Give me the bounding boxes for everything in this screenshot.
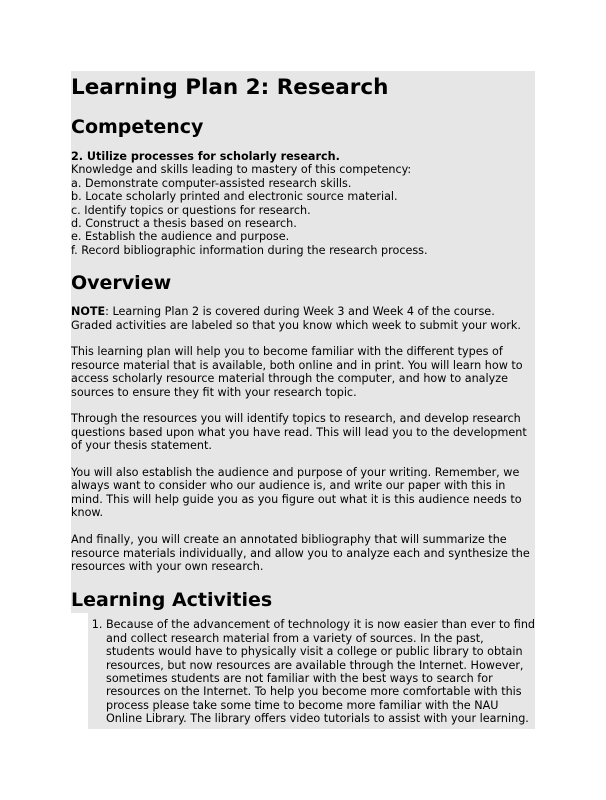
competency-intro: Knowledge and skills leading to mastery of this competency: (71, 163, 412, 177)
note-label: NOTE (71, 305, 106, 319)
overview-paragraph-3: You will also establish the audience and purpose of your writing. Remember, we always want to consider who our audience is, and write our paper with this in mind. This will help guide you as you figure out what it is this audience needs to know. (71, 466, 522, 520)
overview-note (71, 296, 535, 332)
page-title: Learning Plan 2: Research (71, 75, 389, 100)
competency-subheading: 2. Utilize processes for scholarly research. (71, 150, 340, 163)
activities-list (88, 618, 535, 725)
document-page (71, 71, 535, 729)
competency-block (71, 140, 535, 257)
competency-item-a: a. Demonstrate computer-assisted research skills. (71, 176, 352, 190)
overview-paragraph-2: Through the resources you will identify topics to research, and develop research questions based upon what you have read. This will lead you to the development of your thesis statement. (71, 412, 527, 453)
competency-item-e: e. Establish the audience and purpose. (71, 230, 290, 244)
activities-heading: Learning Activities (71, 589, 273, 612)
overview-paragraph-4: And finally, you will create an annotated bibliography that will summarize the resource materials individually, and allow you to analyze each and synthesize the resources with your own research. (71, 533, 530, 573)
overview-heading: Overview (71, 272, 172, 295)
activity-item-1: 1. Because of the advancement of technology it is now easier than ever to find and collect research material from a variety of sources. In the past, students would have to physically visit a college or public library to obtain resources, but now resources are available through the Internet. However, sometimes students are not familiar with the best ways to search for resources on the Internet. To help you become more comfortable with this process please take some time to become more familiar with the NAU Online Library. The library offers video tutorials to assist with your learning. (106, 618, 535, 725)
competency-item-f: f. Record bibliographic information during the research process. (71, 243, 428, 257)
main-shaded-section (71, 71, 535, 613)
activities-list-section (88, 613, 535, 728)
overview-paragraph-1: This learning plan will help you to become familiar with the different types of resource material that is available, both online and in print. You will learn how to access scholarly resource material through the computer, and how to analyze sources to ensure they fit with your research topic. (71, 345, 523, 399)
competency-heading: Competency (71, 116, 204, 138)
note-text: : Learning Plan 2 is covered during Week 3 and Week 4 of the course. Graded activities are labeled so that you know which week to submit your work. (71, 305, 521, 332)
competency-item-c: c. Identify topics or questions for research. (71, 203, 311, 217)
competency-item-d: d. Construct a thesis based on research. (71, 217, 297, 231)
competency-item-b: b. Locate scholarly printed and electronic source material. (71, 190, 398, 204)
